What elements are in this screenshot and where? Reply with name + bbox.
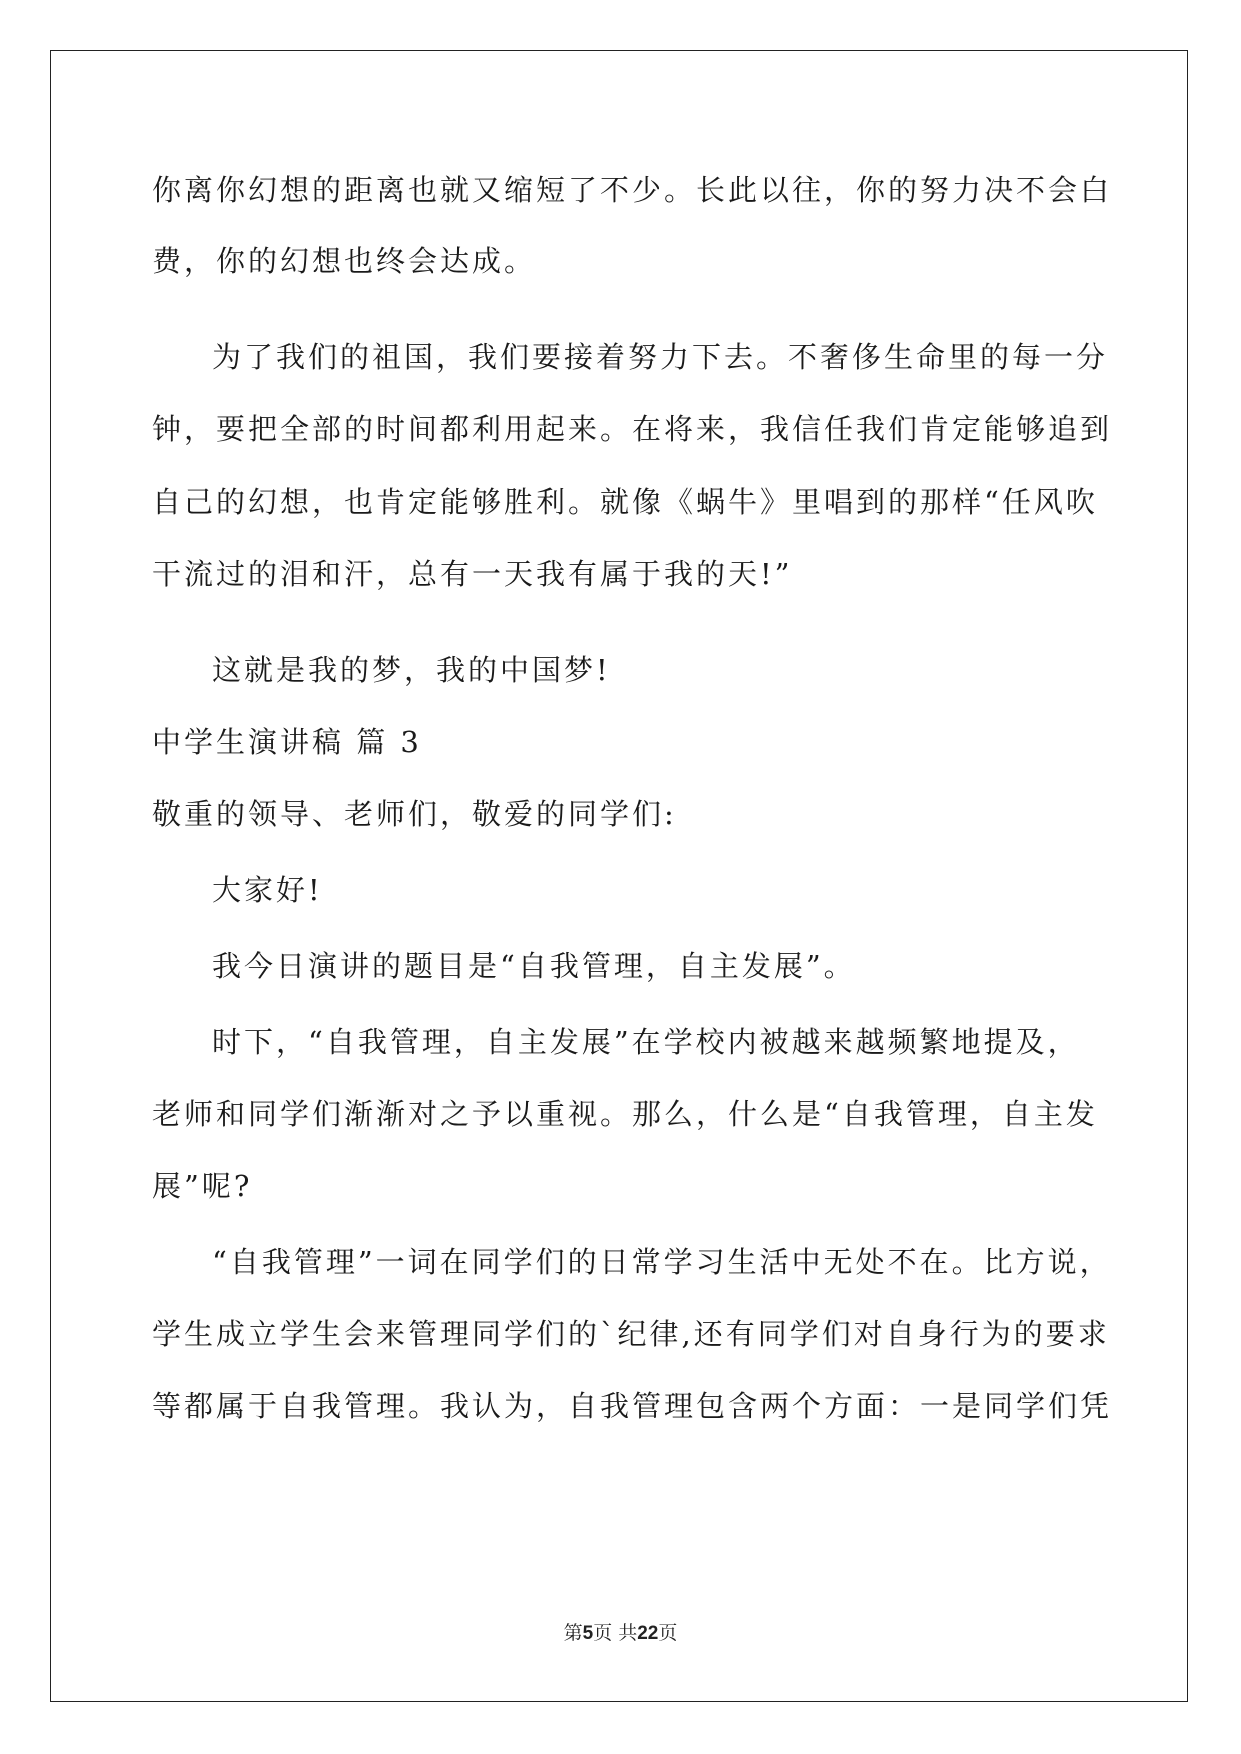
text-line: 为了我们的祖国，我们要接着努力下去。不奢侈生命里的每一分: [212, 340, 1109, 374]
section-heading: 中学生演讲稿 篇 3: [152, 725, 422, 759]
text-line: 干流过的泪和汗，总有一天我有属于我的天!”: [152, 557, 793, 591]
text-line: 老师和同学们渐渐对之予以重视。那么，什么是“自我管理，自主发: [152, 1097, 1098, 1131]
page-mid: 页 共: [593, 1622, 638, 1644]
page-suffix: 页: [658, 1622, 678, 1644]
page-number: 5: [582, 1623, 594, 1644]
greeting: 大家好!: [212, 873, 323, 907]
total-pages: 22: [637, 1623, 659, 1644]
text-line: 我今日演讲的题目是“自我管理，自主发展”。: [212, 949, 856, 983]
text-line: 钟，要把全部的时间都利用起来。在将来，我信任我们肯定能够追到: [152, 412, 1113, 446]
text-line: 你离你幻想的距离也就又缩短了不少。长此以往，你的努力决不会白: [152, 173, 1113, 207]
text-line: 费，你的幻想也终会达成。: [152, 244, 537, 278]
salutation: 敬重的领导、老师们，敬爱的同学们:: [152, 797, 677, 831]
text-line: 时下，“自我管理，自主发展”在学校内被越来越频繁地提及，: [212, 1025, 1080, 1059]
page-prefix: 第: [563, 1622, 583, 1644]
text-line: 等都属于自我管理。我认为，自我管理包含两个方面：一是同学们凭: [152, 1389, 1113, 1423]
text-line: 展”呢?: [152, 1169, 253, 1203]
text-line: 自己的幻想，也肯定能够胜利。就像《蜗牛》里唱到的那样“任风吹: [152, 485, 1098, 519]
text-line: 这就是我的梦，我的中国梦!: [212, 653, 611, 687]
text-line: 学生成立学生会来管理同学们的`纪律,还有同学们对自身行为的要求: [152, 1317, 1110, 1351]
text-line: “自我管理”一词在同学们的日常学习生活中无处不在。比方说，: [212, 1245, 1112, 1279]
page-footer: [0, 1618, 1241, 1645]
